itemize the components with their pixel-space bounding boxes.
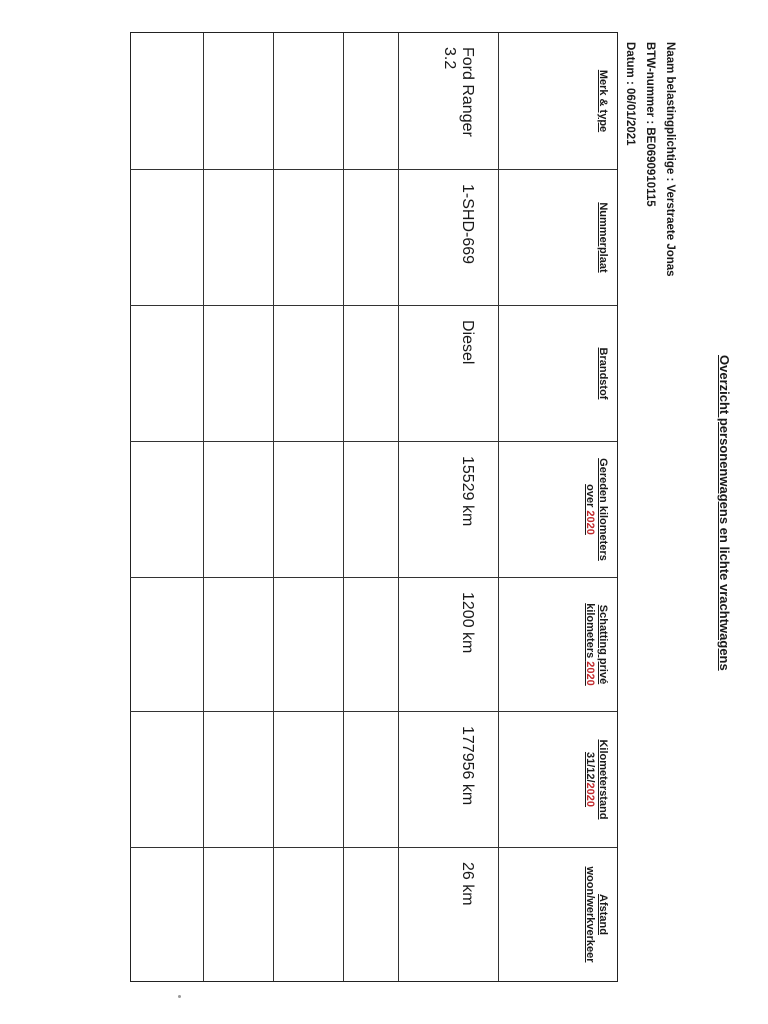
taxpayer-name: Naam belastingplichtige : Verstraete Jonas xyxy=(664,42,676,277)
cell-commute: 26 km xyxy=(398,847,498,981)
header-private-km: Schatting privé kilometers 2020 xyxy=(499,577,617,711)
document-title: Overzicht personenwagens en lichte vrachtwagens xyxy=(717,355,732,671)
table-row-empty xyxy=(273,33,344,981)
table-header-row xyxy=(499,33,617,981)
document-date: Datum : 06/01/2021 xyxy=(624,42,636,146)
header-make-type: Merk & type xyxy=(597,69,609,133)
header-km-driven: Gereden kilometers over 2020 xyxy=(499,441,617,577)
header-commute: Afstand woon/werkverkeer xyxy=(499,847,617,981)
scan-speck xyxy=(178,995,181,998)
header-plate: Nummerplaat xyxy=(499,169,617,305)
table-row xyxy=(398,33,499,981)
table-row-empty xyxy=(343,33,399,981)
cell-km-driven: 15529 km xyxy=(398,441,498,577)
cell-make-type: Ford Ranger 3.2 xyxy=(441,47,476,137)
cell-fuel: Diesel xyxy=(398,305,498,441)
header-odometer: Kilometerstand 31/12/2020 xyxy=(499,711,617,847)
vat-number: BTW-nummer : BE0690910115 xyxy=(644,42,656,207)
vehicle-table xyxy=(130,32,618,982)
header-fuel: Brandstof xyxy=(499,305,617,441)
cell-private-km: 1200 km xyxy=(398,577,498,711)
table-row-empty xyxy=(203,33,274,981)
cell-odometer: 177956 km xyxy=(398,711,498,847)
cell-plate: 1-SHD-669 xyxy=(398,169,498,305)
table-row-empty xyxy=(130,33,204,981)
